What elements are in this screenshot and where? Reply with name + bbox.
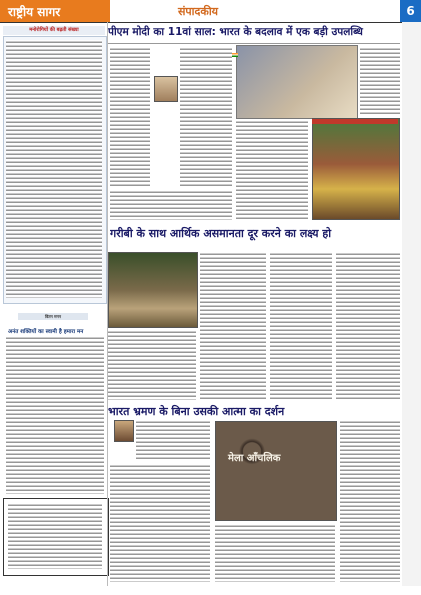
third-headline: भारत भ्रमण के बिना उसकी आत्मा का दर्शन bbox=[108, 405, 285, 418]
poverty-photo bbox=[108, 252, 198, 328]
fair-photo bbox=[215, 421, 337, 521]
lead-text-bottom bbox=[110, 190, 232, 220]
masthead-center bbox=[110, 0, 400, 22]
second-text-col4 bbox=[336, 252, 400, 400]
section-label: विंतन मनन bbox=[18, 313, 88, 320]
left-column-heading: मनोरोगियों की बढ़ती संख्या bbox=[3, 26, 105, 35]
lead-headline: पीएम मोदी का 11वां साल: भारत के बदलाव में एक बड़ी उपलब्धि bbox=[108, 26, 363, 38]
lead-text-col4 bbox=[360, 47, 400, 115]
lead-text-col3 bbox=[236, 120, 308, 220]
lead-photo bbox=[236, 45, 358, 119]
crowd-photo bbox=[312, 118, 400, 220]
third-text-intro bbox=[136, 420, 210, 460]
third-author-photo bbox=[114, 420, 134, 442]
left-column-lower-text bbox=[6, 336, 104, 494]
left-column-subheading: अनंत शक्तियों का स्वामी है हमारा मन bbox=[8, 329, 84, 335]
author-portrait bbox=[154, 76, 178, 102]
photo-tag bbox=[312, 119, 398, 124]
third-text-col2 bbox=[215, 524, 335, 582]
second-text-col1 bbox=[108, 330, 196, 400]
right-margin bbox=[402, 22, 421, 586]
third-text-col1 bbox=[110, 464, 210, 582]
lead-rule bbox=[108, 43, 400, 44]
fair-photo-caption: मेला आँचलिक bbox=[228, 453, 281, 464]
left-column-text bbox=[6, 40, 102, 298]
lead-text-col2 bbox=[180, 47, 232, 187]
imprint-box bbox=[3, 498, 109, 576]
imprint-text bbox=[8, 503, 102, 569]
newspaper-name: राष्ट्रीय सागर bbox=[8, 5, 61, 19]
second-text-col3 bbox=[270, 252, 332, 400]
third-text-col3 bbox=[340, 420, 400, 582]
section-title: संपादकीय bbox=[178, 5, 219, 18]
flag-icon bbox=[232, 53, 238, 57]
page-footer bbox=[0, 586, 421, 595]
page-number: 6 bbox=[400, 0, 421, 22]
second-headline: गरीबी के साथ आर्थिक असमानता दूर करने का लक्ष्य हो bbox=[110, 227, 332, 240]
column-divider bbox=[107, 22, 108, 586]
second-text-col2 bbox=[200, 252, 266, 400]
lead-text-col1 bbox=[110, 47, 150, 187]
